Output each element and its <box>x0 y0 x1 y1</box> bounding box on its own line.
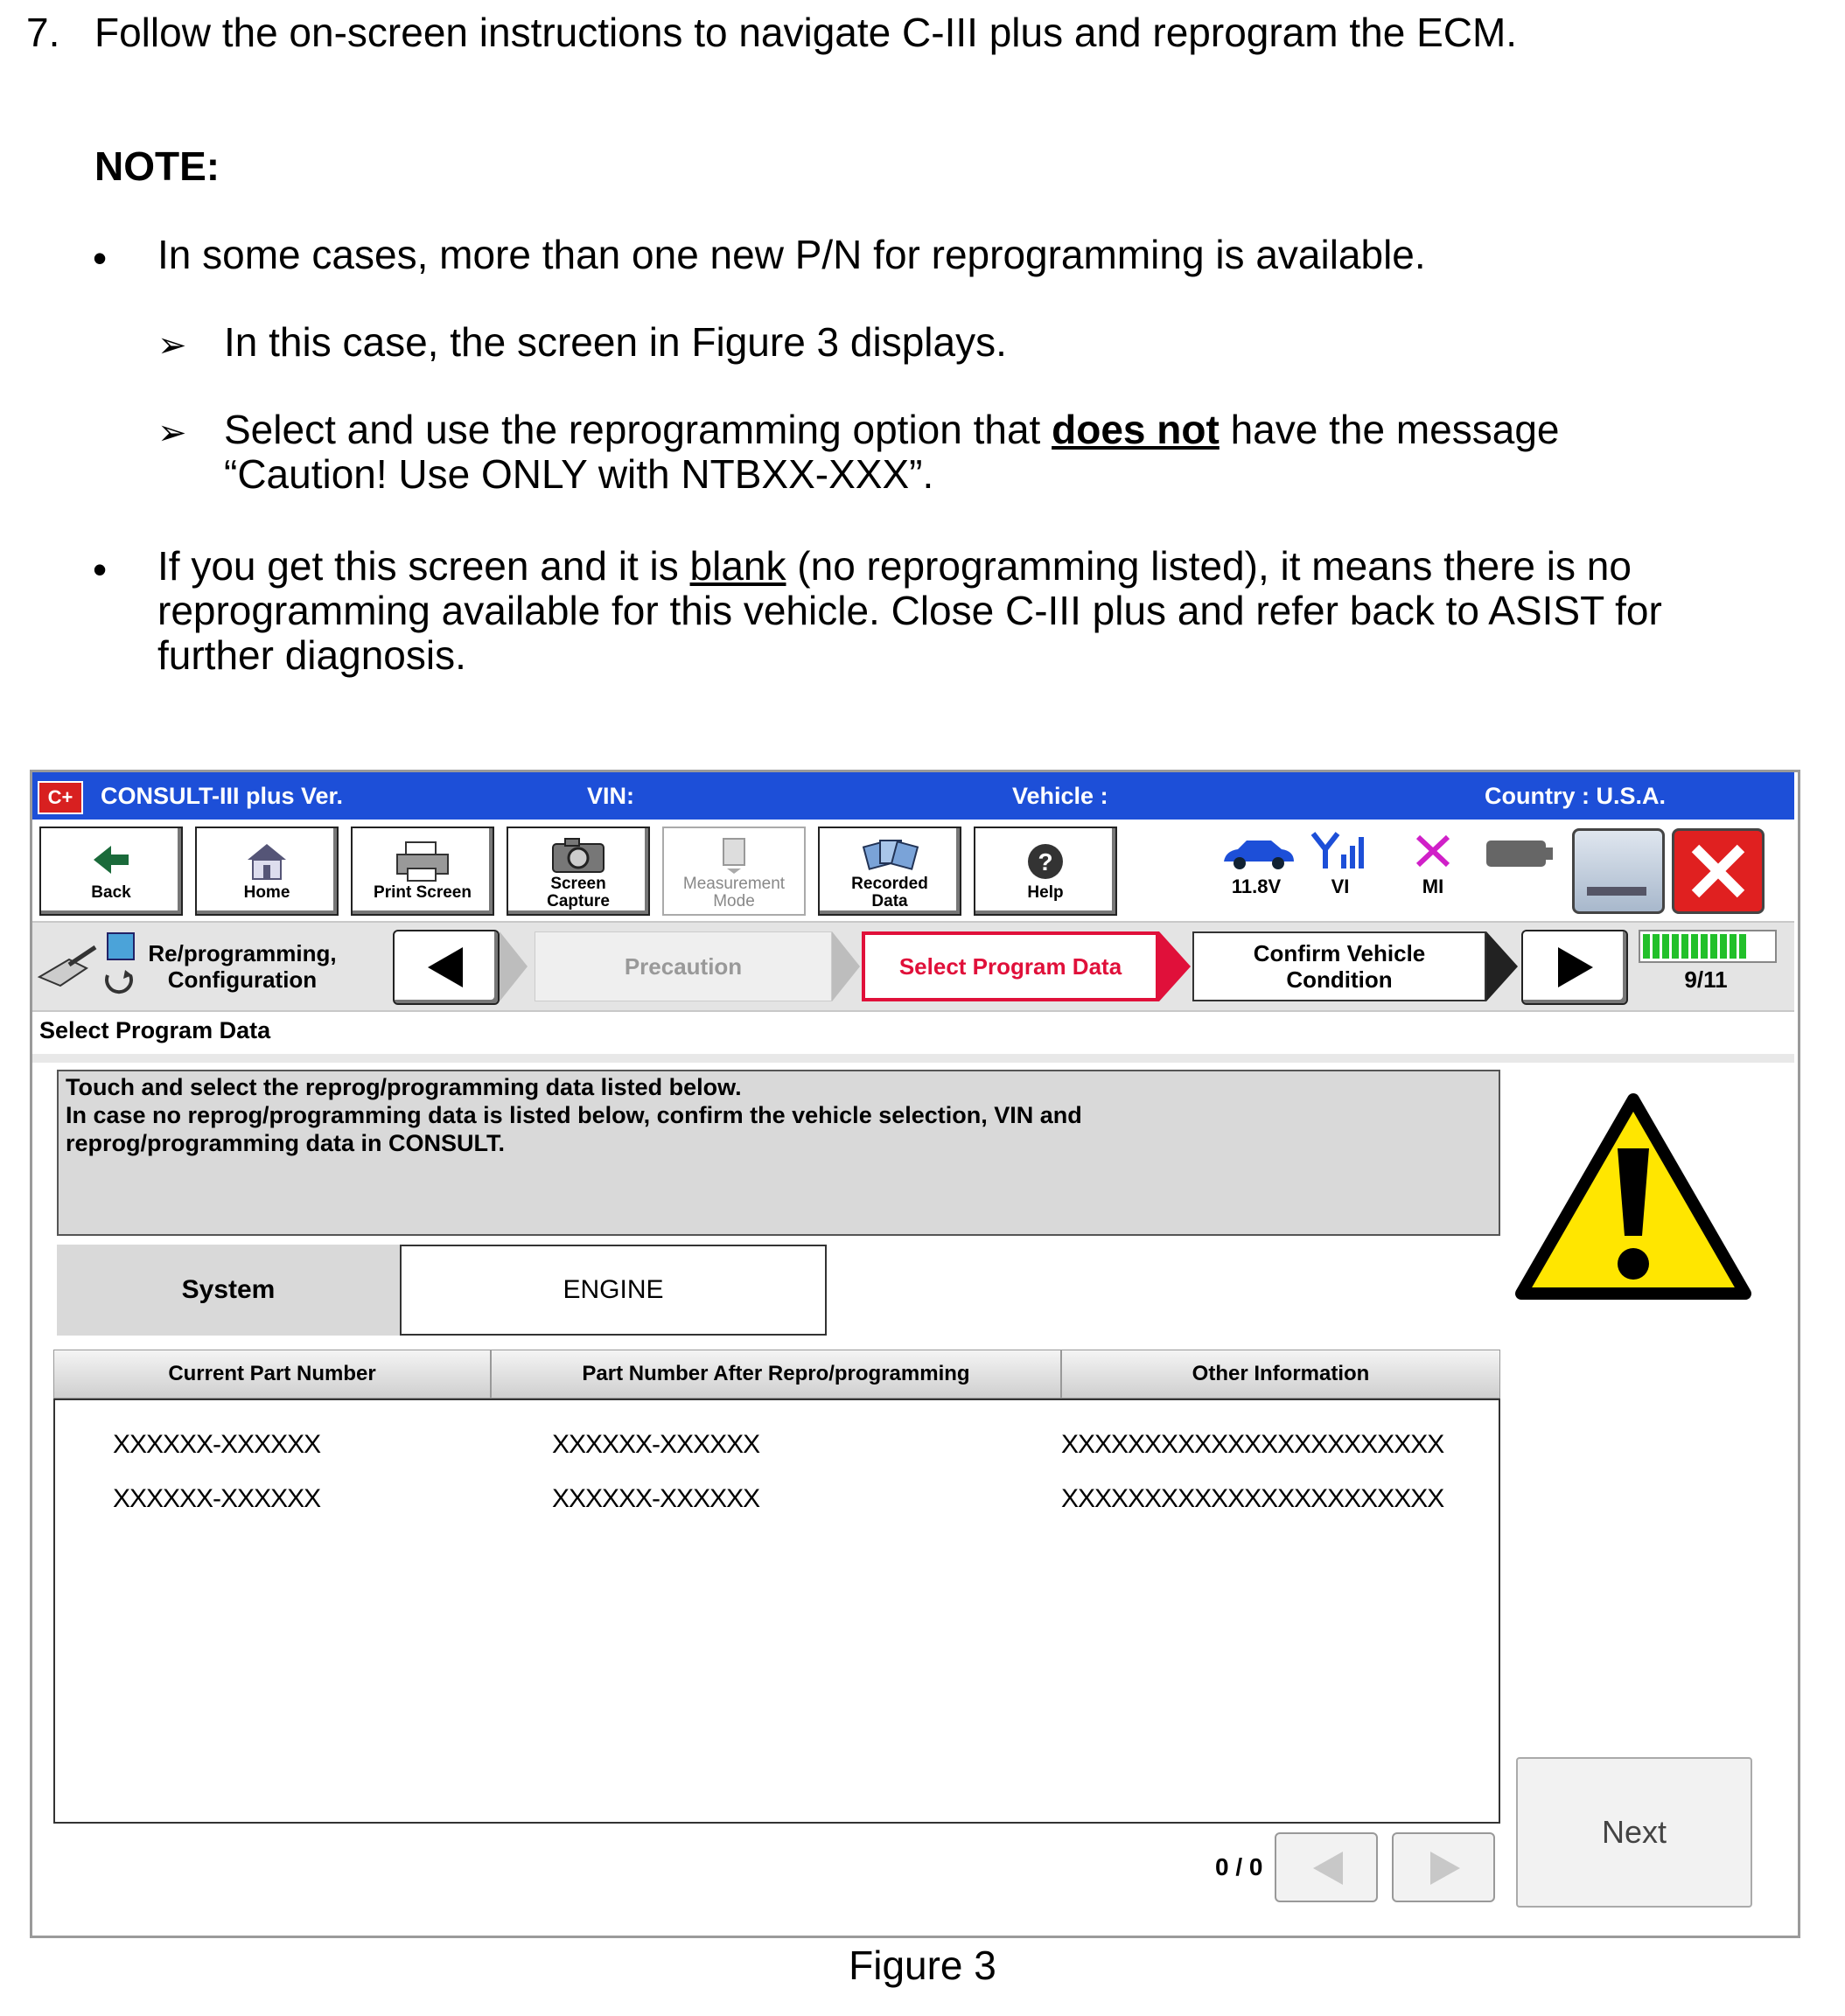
title-bar <box>32 772 1794 820</box>
program-data-table <box>53 1399 1500 1824</box>
sub-bullet-1-text: In this case, the screen in Figure 3 displays. <box>224 319 1007 365</box>
step-select-program-data[interactable] <box>862 931 1159 1001</box>
vi-signal-icon <box>1310 830 1371 875</box>
consult-logo-icon: C+ <box>38 781 83 814</box>
system-value: ENGINE <box>400 1245 827 1336</box>
table-row[interactable] <box>55 1474 1499 1523</box>
sub-bullet-2-emphasis: does not <box>1052 407 1220 452</box>
page-title: Select Program Data <box>39 1017 271 1043</box>
step-number: 7. <box>26 10 60 55</box>
screen-capture-label-1: Screen <box>550 875 606 893</box>
step-next-label-2: Condition <box>1286 966 1393 993</box>
triangle-right-icon <box>1425 1848 1465 1888</box>
cell-other-info: XXXXXXXXXXXXXXXXXXXXXXX <box>1061 1430 1444 1459</box>
screen-capture-label-2: Capture <box>547 892 610 910</box>
step-arrow-shape <box>832 931 860 1006</box>
triangle-left-icon <box>1308 1848 1348 1888</box>
cell-current-part: XXXXXX-XXXXXX <box>113 1484 321 1513</box>
column-header-part-after[interactable]: Part Number After Repro/programming <box>491 1350 1061 1399</box>
progress-fill <box>1643 934 1748 959</box>
back-arrow-icon <box>41 835 181 884</box>
app-title: CONSULT-III plus Ver. <box>101 783 344 809</box>
section-reprogramming-configuration <box>137 931 347 1001</box>
bullet-1-text: In some cases, more than one new P/N for reprogramming is available. <box>157 232 1426 277</box>
mi-disconnected-icon <box>1413 832 1453 875</box>
next-step-button[interactable] <box>1521 930 1628 1005</box>
page-prev-button[interactable] <box>1275 1832 1378 1902</box>
measurement-label-2: Mode <box>713 892 755 910</box>
step-text: Follow the on-screen instructions to navigate C-III plus and reprogram the ECM. <box>94 10 1518 55</box>
message-line-2: In case no reprog/programming data is listed below, confirm the vehicle selection, VIN and <box>66 1102 1082 1128</box>
minimize-button[interactable] <box>1572 828 1665 914</box>
triangle-left-icon <box>423 944 468 991</box>
reprogramming-tool-icon <box>34 930 139 1008</box>
section-label-1: Re/programming, <box>148 940 337 966</box>
vin-label: VIN: <box>587 783 634 809</box>
cell-part-after: XXXXXX-XXXXXX <box>552 1430 760 1459</box>
back-button[interactable] <box>39 827 183 916</box>
table-row[interactable] <box>55 1420 1499 1468</box>
close-button[interactable] <box>1672 828 1765 914</box>
svg-text:?: ? <box>1038 848 1053 875</box>
recorded-data-button[interactable] <box>818 827 961 916</box>
print-screen-label: Print Screen <box>374 883 472 902</box>
page-count: 0 / 0 <box>1215 1853 1263 1880</box>
mi-label: MI <box>1422 875 1444 897</box>
bullet-2-text <box>157 544 1662 678</box>
warning-icon <box>1511 1087 1756 1310</box>
home-label: Home <box>243 883 290 902</box>
home-icon <box>197 835 337 884</box>
help-button[interactable] <box>974 827 1117 916</box>
consult-screenshot <box>30 770 1800 1938</box>
bullet-2-line3: further diagnosis. <box>157 632 466 678</box>
bullet-dot: • <box>93 547 108 592</box>
step-current-label: Select Program Data <box>898 953 1122 980</box>
step-navigation-bar <box>32 921 1794 1012</box>
print-screen-button[interactable] <box>351 827 494 916</box>
step-arrow-current <box>1159 931 1191 1006</box>
step-7 <box>26 10 1517 55</box>
vehicle-label: Vehicle : <box>1012 783 1108 809</box>
cell-other-info: XXXXXXXXXXXXXXXXXXXXXXX <box>1061 1484 1444 1513</box>
camera-icon <box>508 835 648 875</box>
column-header-other-info[interactable]: Other Information <box>1061 1350 1500 1399</box>
bullet-2-line2: reprogramming available for this vehicle. Close C-III plus and refer back to ASIST for <box>157 588 1662 633</box>
message-line-1: Touch and select the reprog/programming data listed below. <box>66 1074 742 1100</box>
close-icon <box>1687 840 1750 903</box>
sub-bullet-2-after: have the message <box>1219 407 1560 452</box>
recorded-data-label-1: Recorded <box>851 875 928 893</box>
bullet-2-after: (no reprogramming listed), it means there is no <box>786 543 1632 589</box>
home-button[interactable] <box>195 827 339 916</box>
bullet-dot: • <box>93 235 108 281</box>
measurement-mode-button[interactable] <box>662 827 806 916</box>
country-label: Country : U.S.A. <box>1485 783 1666 809</box>
measurement-label-1: Measurement <box>682 875 786 893</box>
vi-label: VI <box>1331 875 1350 897</box>
column-header-current-part[interactable]: Current Part Number <box>53 1350 491 1399</box>
recorded-data-icon <box>820 835 960 875</box>
step-arrow-shape <box>1486 931 1518 1006</box>
measurement-icon <box>664 835 804 875</box>
bullet-2-before: If you get this screen and it is <box>157 543 690 589</box>
step-arrow-shape <box>500 931 528 1006</box>
step-confirm-vehicle-condition[interactable] <box>1192 931 1486 1001</box>
car-battery-icon <box>1219 834 1297 876</box>
cell-current-part: XXXXXX-XXXXXX <box>113 1430 321 1459</box>
step-precaution[interactable] <box>535 931 832 1001</box>
printer-icon <box>353 835 493 884</box>
voltage-readout: 11.8V <box>1231 875 1282 897</box>
sub-bullet-2-before: Select and use the reprogramming option that <box>224 407 1052 452</box>
help-icon <box>975 835 1115 884</box>
cell-part-after: XXXXXX-XXXXXX <box>552 1484 760 1513</box>
sub-bullet-2-line2: “Caution! Use ONLY with NTBXX-XXX”. <box>224 451 934 497</box>
previous-step-button[interactable] <box>393 930 500 1005</box>
progress-label: 9/11 <box>1684 966 1728 993</box>
system-label: System <box>57 1245 400 1336</box>
triangle-right-icon <box>1553 944 1598 991</box>
next-button[interactable]: Next <box>1516 1757 1752 1908</box>
step-precaution-label: Precaution <box>624 953 743 980</box>
help-label: Help <box>1027 883 1064 902</box>
bullet-2-emphasis: blank <box>689 543 786 589</box>
screen-capture-button[interactable] <box>507 827 650 916</box>
back-label: Back <box>91 883 131 902</box>
step-next-label-1: Confirm Vehicle <box>1253 940 1426 966</box>
progress-bar <box>1639 930 1777 963</box>
message-line-3: reprog/programming data in CONSULT. <box>66 1130 506 1156</box>
arrow-bullet-icon: ➢ <box>157 326 187 365</box>
divider <box>32 1054 1794 1063</box>
battery-icon <box>1485 839 1555 873</box>
sub-bullet-2-text <box>224 408 1559 497</box>
recorded-data-label-2: Data <box>871 892 908 910</box>
arrow-bullet-icon: ➢ <box>157 414 187 452</box>
figure-caption: Figure 3 <box>849 1943 996 1988</box>
minimize-icon <box>1587 887 1646 896</box>
section-label-2: Configuration <box>167 966 318 993</box>
instruction-message <box>57 1070 1500 1236</box>
page-next-button[interactable] <box>1392 1832 1495 1902</box>
note-label: NOTE: <box>94 143 220 189</box>
